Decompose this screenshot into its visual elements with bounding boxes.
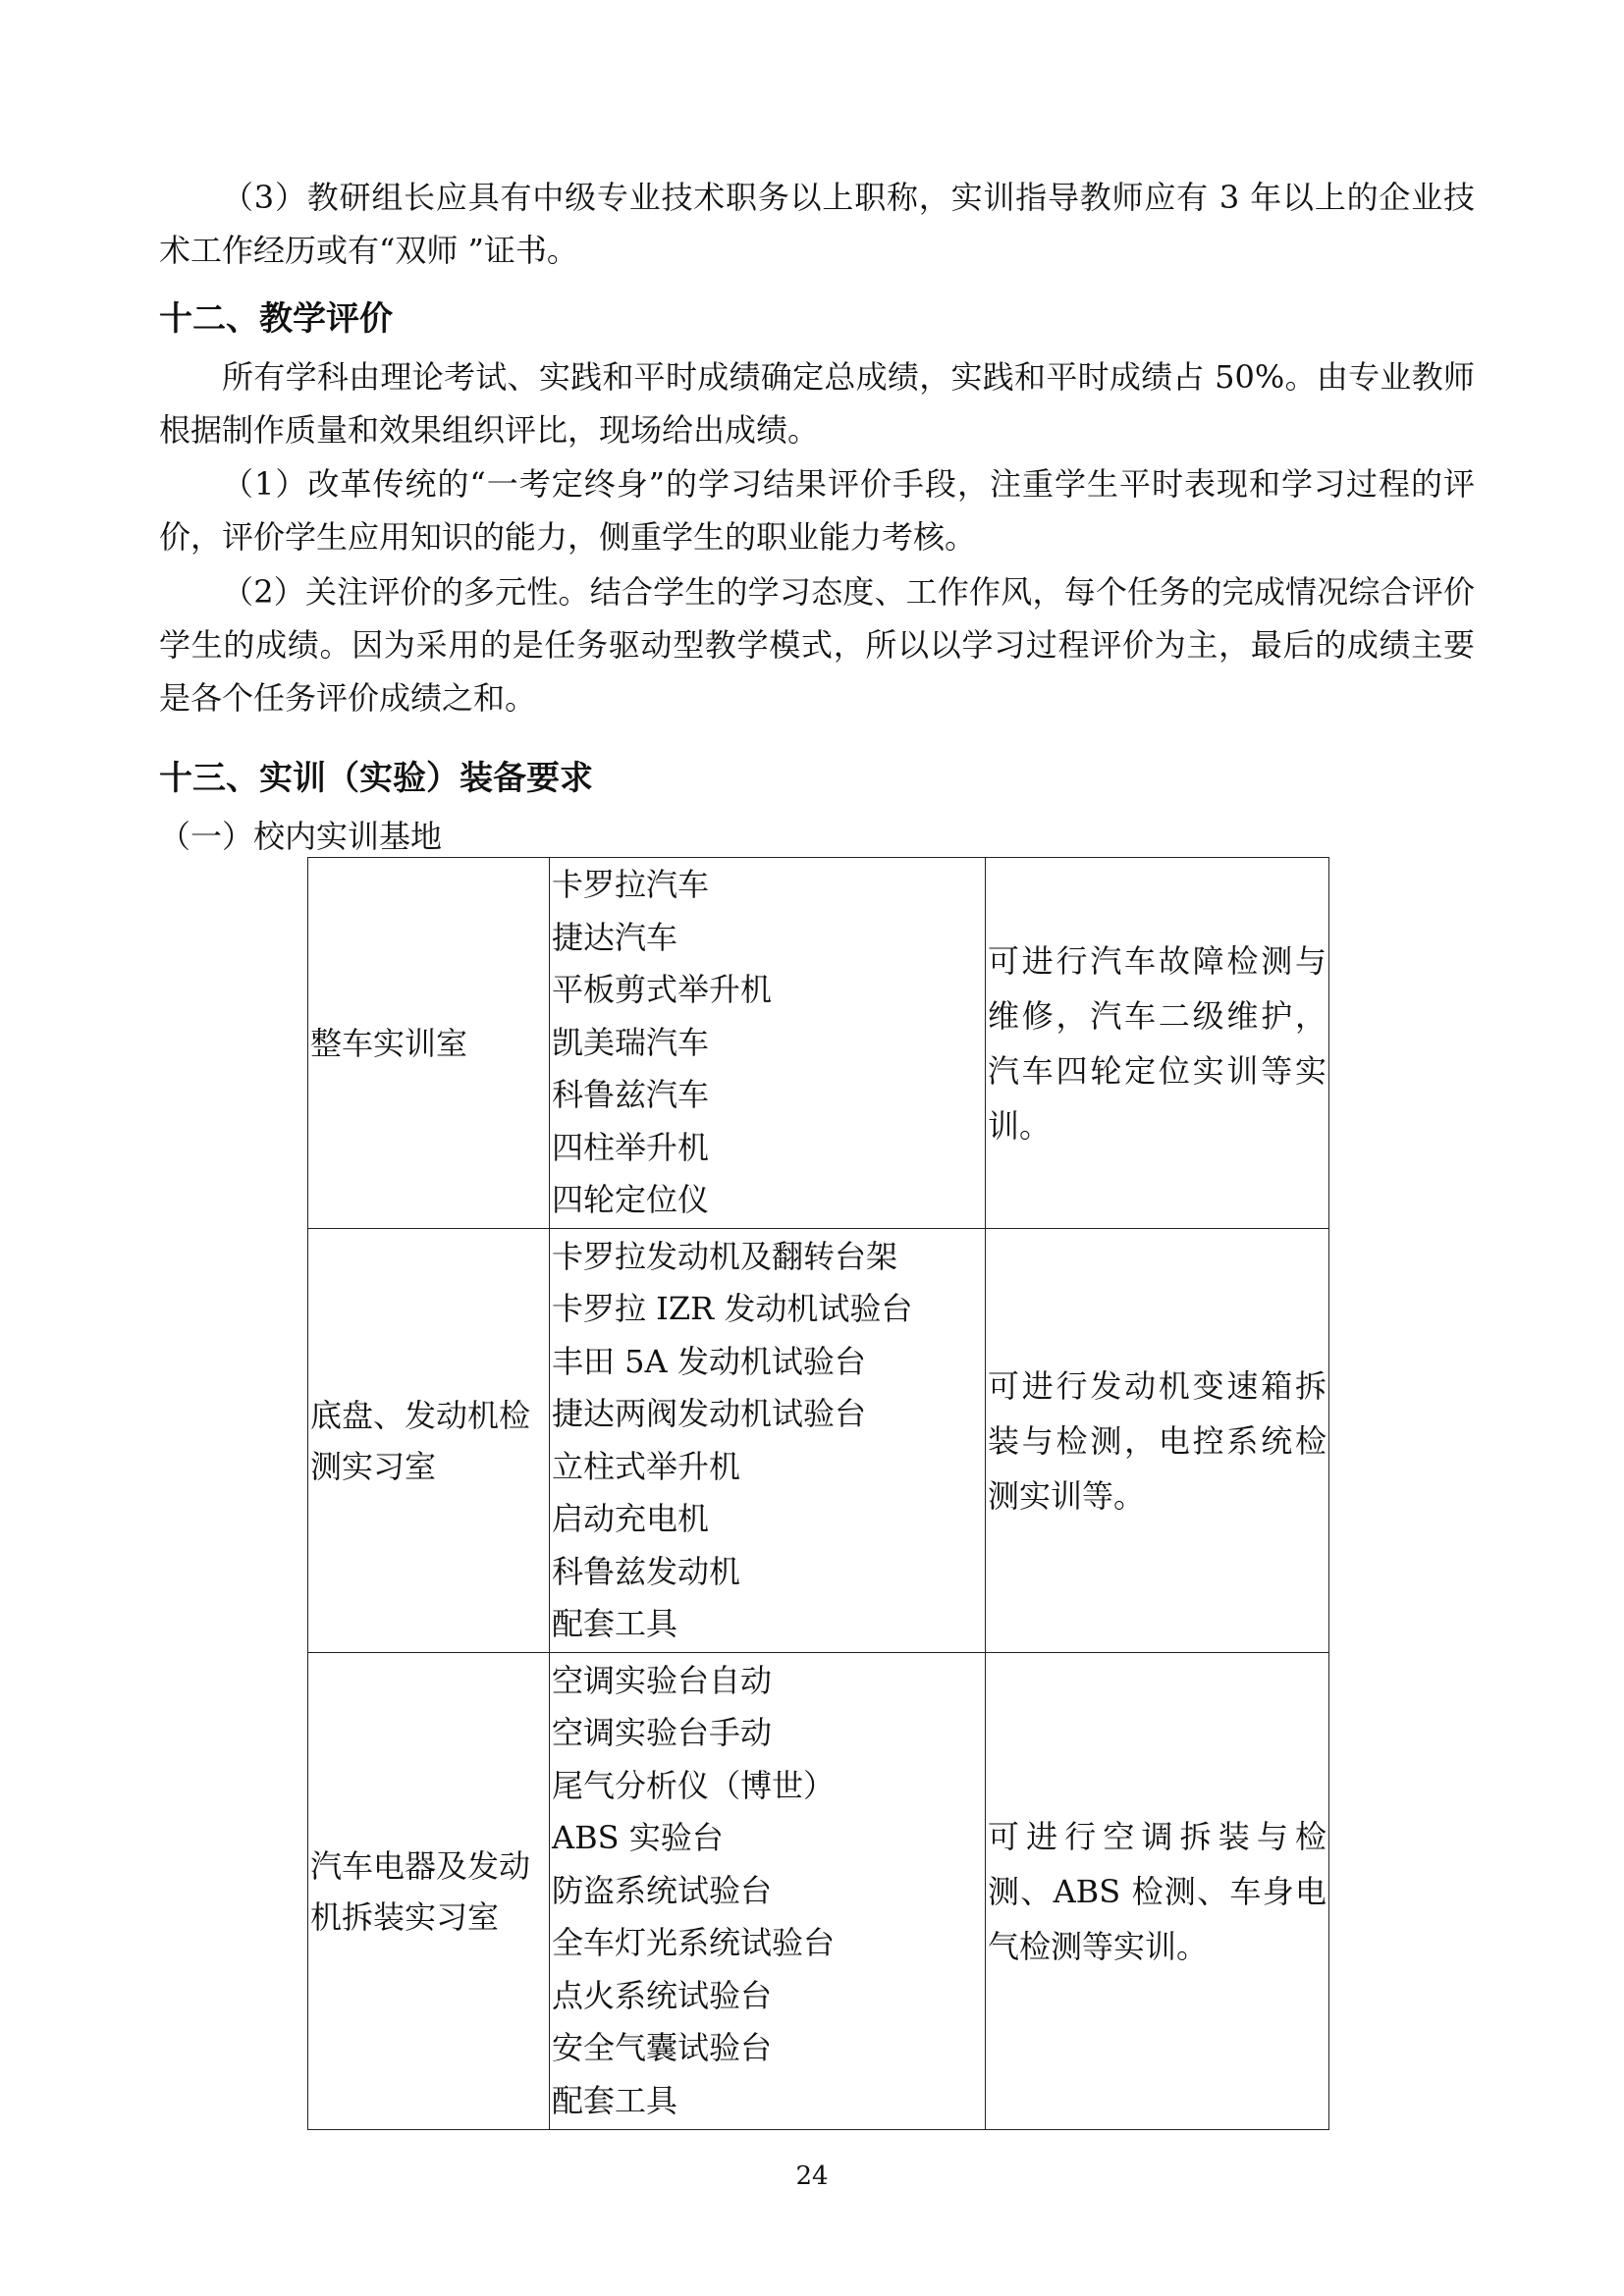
equipment-item: 捷达汽车	[552, 918, 678, 956]
section-13-heading: 十三、实训（实验）装备要求	[159, 759, 593, 798]
room-description: 可进行发动机变速箱拆装与检测，电控系统检测实训等。	[988, 1366, 1326, 1515]
table-row	[308, 1229, 1329, 1653]
table-row	[308, 858, 1329, 1229]
equipment-item: 卡罗拉 IZR 发动机试验台	[552, 1290, 913, 1327]
equipment-list-cell	[550, 858, 986, 1229]
room-name-cell	[308, 858, 550, 1229]
section-12-point-2: （2）关注评价的多元性。结合学生的学习态度、工作作风，每个任务的完成情况综合评价学生的成绩。因为采用的是任务驱动型教学模式，所以以学习过程评价为主，最后的成绩主要是各个任务评价成绩之和。	[159, 573, 1475, 717]
room-name-cell	[308, 1653, 550, 2130]
equipment-item: 防盗系统试验台	[552, 1871, 773, 1909]
equipment-item: 科鲁兹发动机	[552, 1552, 741, 1590]
equipment-item: 配套工具	[552, 2081, 678, 2119]
equipment-list-cell	[550, 1229, 986, 1653]
equipment-item: 立柱式举升机	[552, 1447, 741, 1485]
table-row	[308, 1653, 1329, 2130]
equipment-item: 丰田 5A 发动机试验台	[552, 1342, 866, 1380]
equipment-item: 空调实验台自动	[552, 1661, 773, 1699]
equipment-item: 凯美瑞汽车	[552, 1023, 710, 1061]
equipment-item: 卡罗拉发动机及翻转台架	[552, 1237, 898, 1275]
equipment-item: 科鲁兹汽车	[552, 1076, 710, 1114]
section-12-point-1: （1）改革传统的“一考定终身”的学习结果评价手段，注重学生平时表现和学习过程的评价，评价学生应用知识的能力，侧重学生的职业能力考核。	[159, 465, 1475, 556]
paragraph-teacher-qualification: （3）教研组长应具有中级专业技术职务以上职称，实训指导教师应有 3 年以上的企业技术工作经历或有“双师 ”证书。	[159, 179, 1475, 269]
equipment-item: ABS 实验台	[552, 1819, 724, 1857]
section-12-intro: 所有学科由理论考试、实践和平时成绩确定总成绩，实践和平时成绩占 50%。由专业教师根据制作质量和效果组织评比，现场给出成绩。	[159, 358, 1475, 449]
room-name: 底盘、发动机检测实习室	[310, 1396, 531, 1485]
equipment-item: 四轮定位仪	[552, 1181, 710, 1219]
room-name: 汽车电器及发动机拆装实习室	[310, 1846, 531, 1936]
room-name-cell	[308, 1229, 550, 1653]
equipment-item: 卡罗拉汽车	[552, 866, 710, 904]
equipment-item: 四柱举升机	[552, 1128, 710, 1166]
equipment-item: 平板剪式举升机	[552, 971, 773, 1009]
equipment-item: 尾气分析仪（博世）	[552, 1766, 836, 1804]
equipment-item: 启动充电机	[552, 1500, 710, 1537]
section-13-subheading: （一）校内实训基地	[159, 818, 443, 855]
room-description: 可进行空调拆装与检测、ABS 检测、车身电气检测等实训。	[988, 1817, 1326, 1965]
equipment-item: 空调实验台手动	[552, 1714, 773, 1752]
equipment-item: 全车灯光系统试验台	[552, 1924, 836, 1962]
equipment-item: 捷达两阀发动机试验台	[552, 1395, 867, 1432]
equipment-item: 安全气囊试验台	[552, 2029, 773, 2067]
description-cell	[986, 1229, 1329, 1653]
section-12-heading: 十二、教学评价	[159, 299, 393, 339]
description-cell	[986, 1653, 1329, 2130]
description-cell	[986, 858, 1329, 1229]
page-number: 24	[795, 2162, 829, 2191]
equipment-item: 点火系统试验台	[552, 1976, 773, 2014]
equipment-list-cell	[550, 1653, 986, 2130]
equipment-item: 配套工具	[552, 1605, 678, 1642]
equipment-table	[307, 857, 1329, 2130]
room-description: 可进行汽车故障检测与维修，汽车二级维护，汽车四轮定位实训等实训。	[988, 941, 1326, 1145]
room-name: 整车实训室	[310, 1024, 468, 1062]
